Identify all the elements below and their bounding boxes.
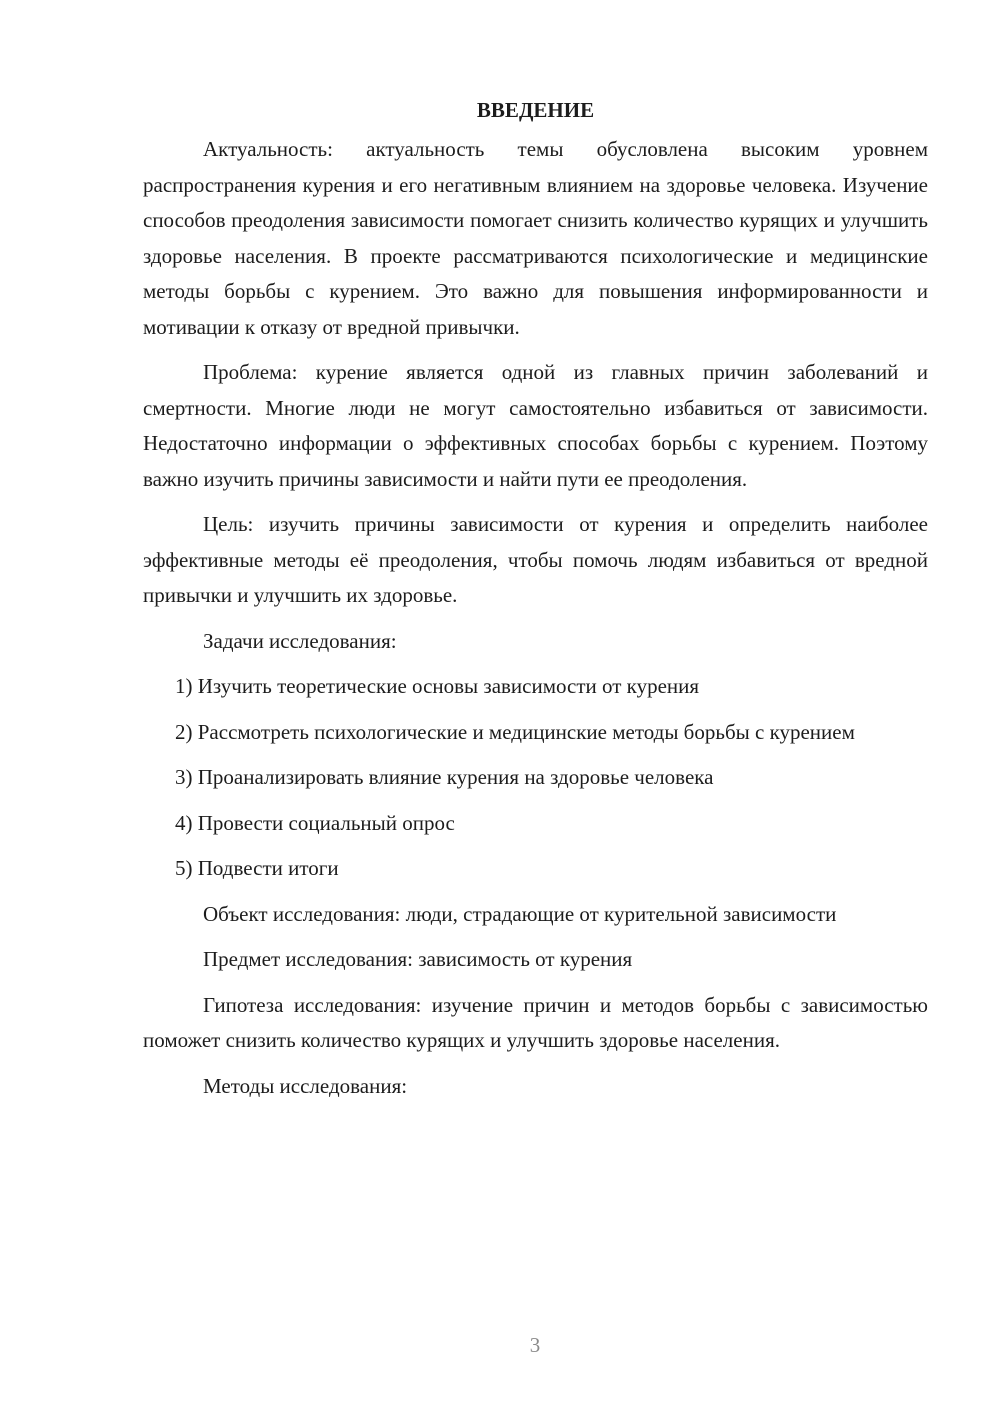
task-item-2: 2) Рассмотреть психологические и медицинские методы борьбы с курением	[175, 719, 855, 744]
paragraph-goal: Цель: изучить причины зависимости от курения и определить наиболее эффективные методы её преодоления, чтобы помочь людям избавиться от вредной привычки и улучшить их здоровье.	[143, 512, 928, 607]
paragraph-hypothesis: Гипотеза исследования: изучение причин и методов борьбы с зависимостью поможет снизить количество курящих и улучшить здоровье населения.	[143, 992, 928, 1052]
task-item-3: 3) Проанализировать влияние курения на здоровье человека	[175, 765, 714, 789]
methods-heading: Методы исследования:	[203, 1073, 408, 1098]
task-item-4: 4) Провести социальный опрос	[175, 810, 455, 835]
page-number: 3	[529, 1333, 541, 1357]
task-item-1: 1) Изучить теоретические основы зависимости от курения	[175, 674, 700, 698]
section-title: ВВЕДЕНИЕ	[476, 98, 595, 122]
task-item-5: 5) Подвести итоги	[175, 856, 339, 880]
paragraph-object: Объект исследования: люди, страдающие от курительной зависимости	[203, 901, 837, 926]
paragraph-problem: Проблема: курение является одной из главных причин заболеваний и смертности. Многие люди не могут самостоятельно избавиться от зависимости. Недостаточно информации о эффективных способах борьбы с курением. Поэтому важно изучить причины зависимости и найти пути ее преодоления.	[143, 360, 928, 491]
tasks-heading: Задачи исследования:	[203, 628, 397, 653]
paragraph-subject: Предмет исследования: зависимость от курения	[203, 947, 633, 971]
paragraph-relevance: Актуальность: актуальность темы обусловлена высоким уровнем распространения курения и его негативным влиянием на здоровье человека. Изучение способов преодоления зависимости помогает снизить количество курящих и улучшить здоровье населения. В проекте рассматриваются психологические и медицинские методы борьбы с курением. Это важно для повышения информированности и мотивации к отказу от вредной привычки.	[143, 137, 928, 339]
document-page	[143, 92, 928, 1114]
